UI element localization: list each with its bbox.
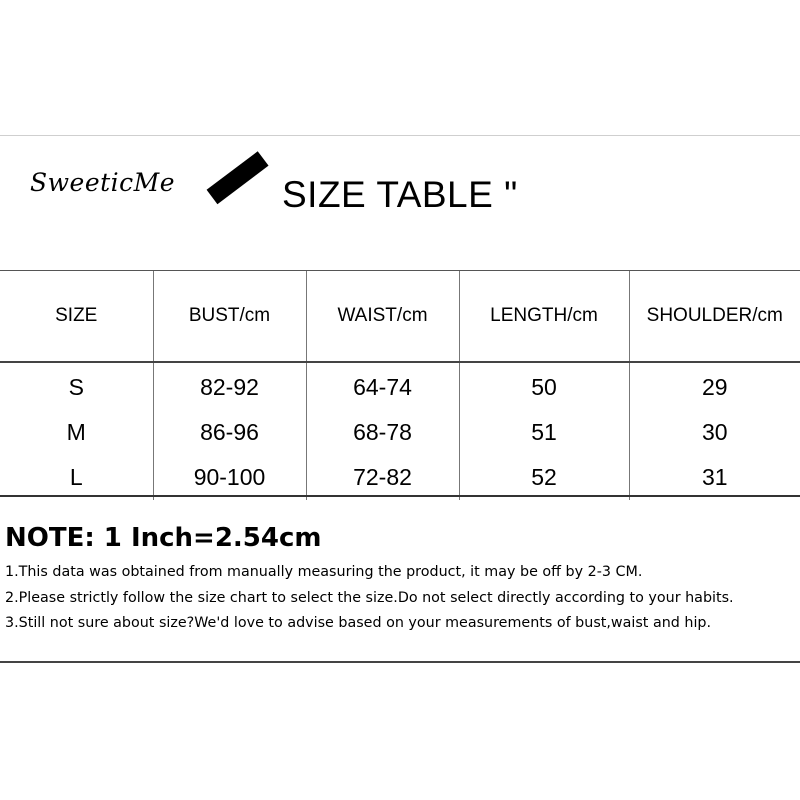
header-bust: BUST/cm <box>153 271 306 362</box>
table-row <box>0 410 800 455</box>
header-length: LENGTH/cm <box>459 271 629 362</box>
header-size: SIZE <box>0 271 153 362</box>
note-line: 2.Please strictly follow the size chart to select the size.Do not select directly according to your habits. <box>5 590 734 606</box>
cell-shoulder: 29 <box>701 374 728 400</box>
note-line: 3.Still not sure about size?We'd love to advise based on your measurements of bust,waist and hip. <box>5 615 712 631</box>
cell-size: L <box>0 455 153 500</box>
cell-waist: 68-78 <box>306 410 459 455</box>
page-title: SIZE TABLE " <box>282 174 518 215</box>
note-line: 1.This data was obtained from manually measuring the product, it may be off by 2-3 CM. <box>5 564 643 580</box>
cell-bust: 86-96 <box>153 410 306 455</box>
cell-length: 50 <box>459 365 629 410</box>
cell-waist: 64-74 <box>306 365 459 410</box>
table-row <box>0 365 800 410</box>
table-header-row <box>0 271 800 362</box>
cell-bust: 90-100 <box>153 455 306 500</box>
cell-size: S <box>0 365 153 410</box>
cell-length: 52 <box>459 455 629 500</box>
cell-shoulder: 31 <box>701 464 728 490</box>
header-shoulder: SHOULDER/cm <box>629 271 800 362</box>
cell-bust: 82-92 <box>153 365 306 410</box>
header-waist: WAIST/cm <box>306 271 459 362</box>
divider <box>0 495 800 497</box>
size-table <box>0 271 800 500</box>
cell-waist: 72-82 <box>306 455 459 500</box>
brand-logo: SweeticMe <box>30 168 176 197</box>
cell-shoulder: 30 <box>701 419 728 445</box>
cell-size: M <box>0 410 153 455</box>
table-row <box>0 455 800 500</box>
cell-length: 51 <box>459 410 629 455</box>
note-title: NOTE: 1 Inch=2.54cm <box>5 523 322 553</box>
